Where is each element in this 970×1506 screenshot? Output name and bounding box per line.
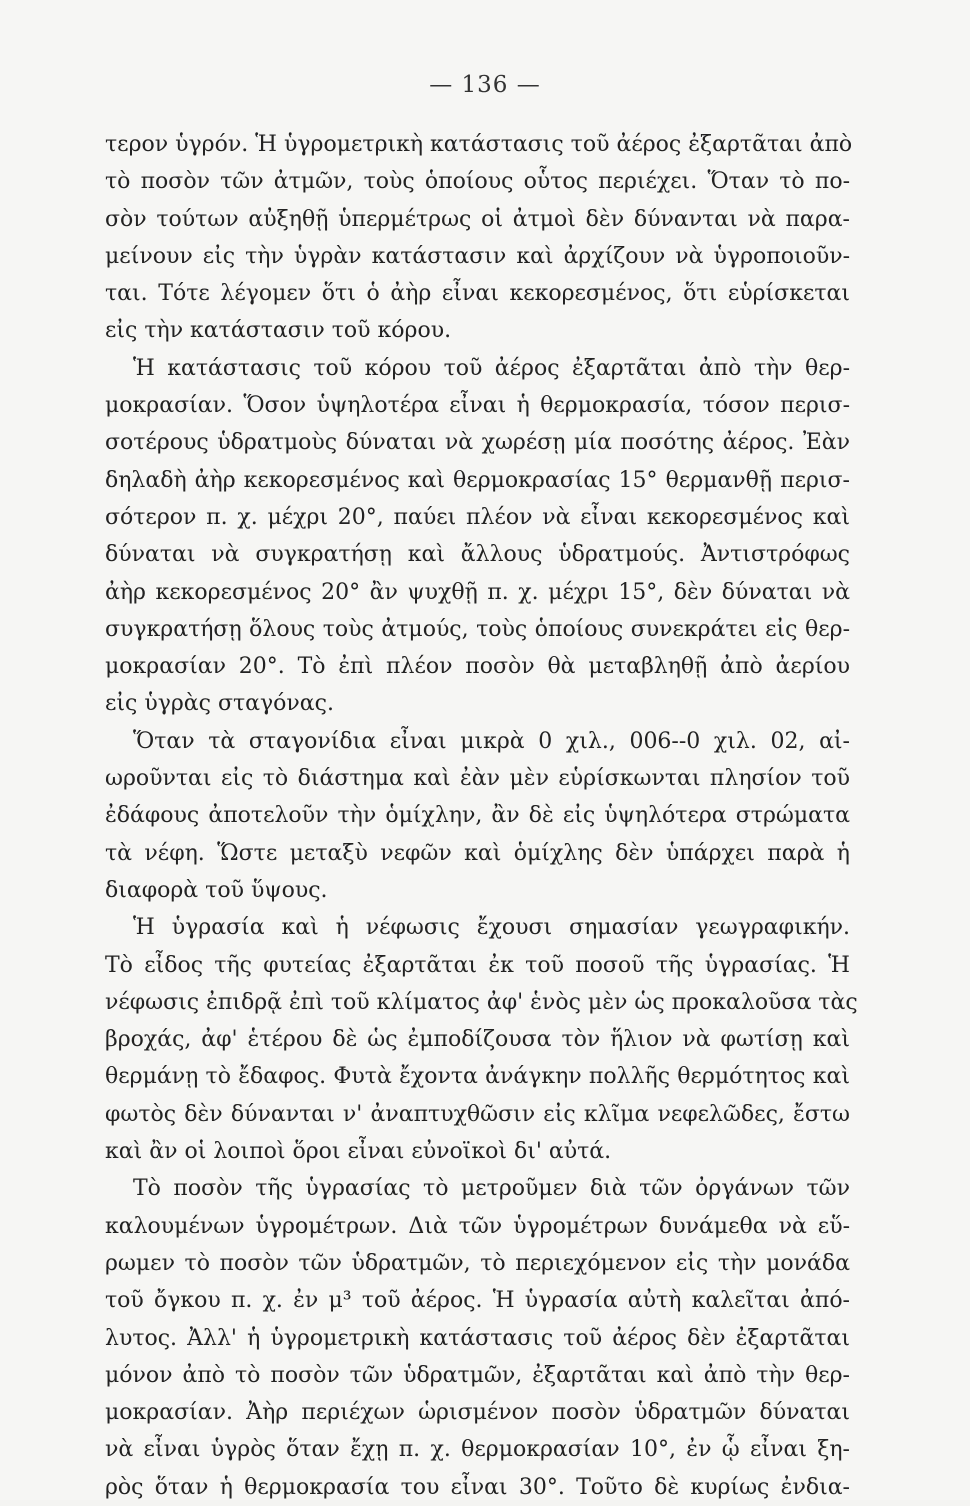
text-line: τὸ ποσὸν τῶν ἀτμῶν, τοὺς ὁποίους οὗτος περιέχει. Ὅταν τὸ πο- — [105, 169, 850, 195]
text-line: μοκρασίαν. Ἀὴρ περιέχων ὡρισμένον ποσὸν ὑδρατμῶν δύναται — [105, 1400, 850, 1426]
text-line: Ἡ κατάστασις τοῦ κόρου τοῦ ἀέρος ἐξαρτᾶται ἀπὸ τὴν θερ- — [133, 355, 850, 381]
text-line: ρὸς ὅταν ἡ θερμοκρασία του εἶναι 30°. Τοῦτο δὲ κυρίως ἐνδια- — [105, 1474, 850, 1500]
text-line: ωροῦνται εἰς τὸ διάστημα καὶ ἐὰν μὲν εὑρίσκωνται πλησίον τοῦ — [105, 766, 850, 792]
text-line: διαφορὰ τοῦ ὕψους. — [105, 877, 328, 903]
text-line: μοκρασίαν. Ὅσον ὑψηλοτέρα εἶναι ἡ θερμοκρασία, τόσον περισ- — [105, 393, 850, 419]
text-line: φωτὸς δὲν δύνανται ν' ἀναπτυχθῶσιν εἰς κλῖμα νεφελῶδες, ἔστω — [105, 1101, 850, 1127]
text-line: μόνον ἀπὸ τὸ ποσὸν τῶν ὑδρατμῶν, ἐξαρτᾶται καὶ ἀπὸ τὴν θερ- — [105, 1362, 850, 1388]
text-line: Τὸ εἶδος τῆς φυτείας ἐξαρτᾶται ἐκ τοῦ ποσοῦ τῆς ὑγρασίας. Ἡ — [105, 952, 850, 978]
text-line: ἀὴρ κεκορεσμένος 20° ἂν ψυχθῇ π. χ. μέχρι 15°, δὲν δύναται νὰ — [105, 579, 850, 605]
text-line: Ὅταν τὰ σταγονίδια εἶναι μικρὰ 0 χιλ., 006--0 χιλ. 02, αἰ- — [133, 728, 850, 754]
text-line: τερον ὑγρόν. Ἡ ὑγρομετρικὴ κατάστασις τοῦ ἀέρος ἐξαρτᾶται ἀπὸ — [105, 132, 853, 157]
text-line: λυτος. Ἀλλ' ἡ ὑγρομετρικὴ κατάστασις τοῦ ἀέρος δὲν ἐξαρτᾶται — [105, 1325, 850, 1351]
text-line: ρωμεν τὸ ποσὸν τῶν ὑδρατμῶν, τὸ περιεχόμενον εἰς τὴν μονάδα — [105, 1250, 850, 1276]
text-line: νὰ εἶναι ὑγρὸς ὅταν ἔχῃ π. χ. θερμοκρασίαν 10°, ἐν ᾧ εἶναι ξη- — [105, 1437, 850, 1463]
text-line: συγκρατήσῃ ὅλους τοὺς ἀτμούς, τοὺς ὁποίους συνεκράτει εἰς θερ- — [105, 616, 850, 642]
text-line: καὶ ἂν οἱ λοιποὶ ὅροι εἶναι εὐνοϊκοὶ δι' αὐτά. — [105, 1139, 612, 1165]
page-number: — 136 — — [429, 72, 541, 98]
text-line: ται. Τότε λέγομεν ὅτι ὁ ἀὴρ εἶναι κεκορεσμένος, ὅτι εὑρίσκεται — [105, 281, 850, 307]
text-line: βροχάς, ἀφ' ἑτέρου δὲ ὡς ἐμποδίζουσα τὸν ἥλιον νὰ φωτίσῃ καὶ — [105, 1027, 850, 1053]
text-line: νέφωσις ἐπιδρᾷ ἐπὶ τοῦ κλίματος ἀφ' ἑνὸς μὲν ὡς προκαλοῦσα τὰς — [105, 989, 858, 1015]
text-line: θερμάνῃ τὸ ἔδαφος. Φυτὰ ἔχοντα ἀνάγκην πολλῆς θερμότητος καὶ — [105, 1064, 850, 1090]
text-line: μοκρασίαν 20°. Τὸ ἐπὶ πλέον ποσὸν θὰ μεταβληθῇ ἀπὸ ἀερίου — [105, 654, 850, 680]
text-line: εἰς ὑγρὰς σταγόνας. — [105, 691, 334, 717]
text-line: Τὸ ποσὸν τῆς ὑγρασίας τὸ μετροῦμεν διὰ τῶν ὀργάνων τῶν — [133, 1176, 850, 1202]
text-line: σὸν τούτων αὐξηθῇ ὑπερμέτρως οἱ ἀτμοὶ δὲν δύνανται νὰ παρα- — [105, 206, 850, 232]
text-line: τοῦ ὄγκου π. χ. ἐν μ³ τοῦ ἀέρος. Ἡ ὑγρασία αὐτὴ καλεῖται ἀπό- — [105, 1288, 850, 1314]
text-line: Ἡ ὑγρασία καὶ ἡ νέφωσις ἔχουσι σημασίαν γεωγραφικήν. — [133, 915, 850, 941]
text-line: τὰ νέφη. Ὥστε μεταξὺ νεφῶν καὶ ὁμίχλης δὲν ὑπάρχει παρὰ ἡ — [105, 840, 850, 866]
text-line: ἐδάφους ἀποτελοῦν τὴν ὁμίχλην, ἂν δὲ εἰς ὑψηλότερα στρώματα — [105, 803, 850, 829]
text-line: εἰς τὴν κατάστασιν τοῦ κόρου. — [105, 318, 452, 344]
text-line: δύναται νὰ συγκρατήσῃ καὶ ἄλλους ὑδρατμούς. Ἀντιστρόφως — [105, 542, 850, 568]
text-line: μείνουν εἰς τὴν ὑγρὰν κατάστασιν καὶ ἀρχίζουν νὰ ὑγροποιοῦν- — [105, 243, 850, 269]
text-line: σότερον π. χ. μέχρι 20°, παύει πλέον νὰ εἶναι κεκορεσμένος καὶ — [105, 504, 850, 530]
body-text — [105, 126, 858, 1506]
text-line: δηλαδὴ ἀὴρ κεκορεσμένος καὶ θερμοκρασίας 15° θερμανθῇ περισ- — [105, 467, 850, 493]
text-line: σοτέρους ὑδρατμοὺς δύναται νὰ χωρέσῃ μία ποσότης ἀέρος. Ἐὰν — [105, 430, 850, 456]
text-line: καλουμένων ὑγρομέτρων. Διὰ τῶν ὑγρομέτρων δυνάμεθα νὰ εὕ- — [105, 1213, 850, 1239]
